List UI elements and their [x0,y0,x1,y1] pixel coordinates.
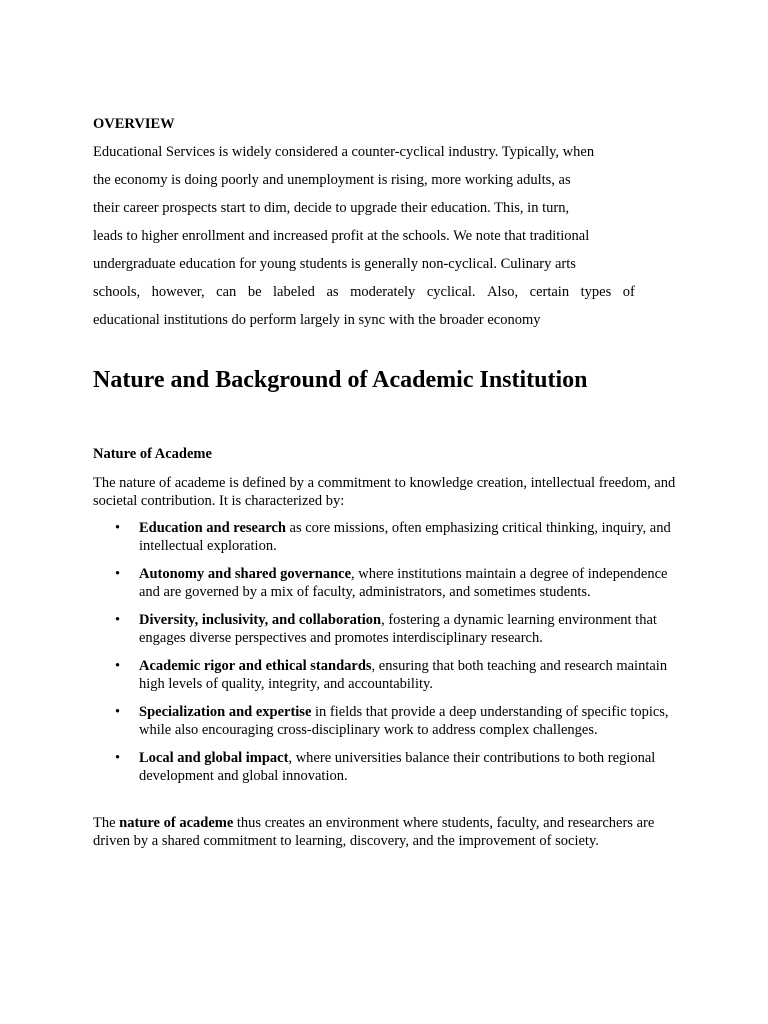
bullet-icon: • [115,612,121,628]
list-item [93,657,683,693]
overview-heading: OVERVIEW [93,116,175,132]
overview-line: educational institutions do perform largely in sync with the broader economy [93,312,541,328]
overview-justified-line [93,284,635,301]
word: Also, [487,284,519,300]
list-item-text: in fields that provide a deep understanding of specific topics, while also encouraging cross-disciplinary work to address complex challenges. [139,704,669,738]
closing-text: thus creates an environment where students, faculty, and researchers are driven by a shared commitment to learning, discovery, and the improvement of society. [93,815,655,849]
list-item-term: Education and research [139,520,286,536]
characteristics-list [93,519,683,795]
list-item-term: Autonomy and shared governance [139,566,352,582]
bullet-icon: • [115,520,121,536]
list-item-text: , fostering a dynamic learning environment that engages diverse perspectives and promotes interdisciplinary research. [139,612,657,646]
section-title: Nature and Background of Academic Institution [93,367,588,393]
list-item [93,611,683,647]
bullet-icon: • [115,704,121,720]
overview-line: leads to higher enrollment and increased profit at the schools. We note that traditional [93,228,590,244]
list-item [93,703,683,739]
overview-line: undergraduate education for young students is generally non-cyclical. Culinary arts [93,256,576,272]
list-item [93,565,683,601]
word: types [580,284,612,300]
list-item-text: , where universities balance their contributions to both regional development and global innovation. [139,750,656,784]
word: cyclical. [426,284,476,300]
word: certain [529,284,570,300]
list-item-text: , where institutions maintain a degree of independence and are governed by a mix of faculty, administrators, and sometimes students. [139,566,668,600]
closing-paragraph [93,814,679,850]
list-item [93,519,683,555]
list-item-text: as core missions, often emphasizing critical thinking, inquiry, and intellectual exploration. [139,520,671,554]
bullet-icon: • [115,566,121,582]
intro-paragraph: The nature of academe is defined by a commitment to knowledge creation, intellectual freedom, and societal contribution. It is characterized by: [93,475,676,509]
list-item-term: Academic rigor and ethical standards [139,658,372,674]
word: however, [151,284,205,300]
overview-line: the economy is doing poorly and unemployment is rising, more working adults, as [93,172,571,188]
overview-line: Educational Services is widely considered a counter-cyclical industry. Typically, when [93,144,595,160]
list-item [93,749,683,785]
list-item-text: , ensuring that both teaching and research maintain high levels of quality, integrity, and accountability. [139,658,668,692]
closing-term: nature of academe [119,815,234,831]
word: schools, [93,284,141,300]
subsection-title: Nature of Academe [93,446,212,462]
bullet-icon: • [115,750,121,766]
list-item-term: Specialization and expertise [139,704,312,720]
word: moderately [350,284,416,300]
list-item-term: Diversity, inclusivity, and collaboration [139,612,382,628]
word: as [326,284,339,300]
list-item-term: Local and global impact [139,750,289,766]
word: of [622,284,635,300]
closing-prefix: The [93,815,120,831]
bullet-icon: • [115,658,121,674]
overview-line: their career prospects start to dim, decide to upgrade their education. This, in turn, [93,200,570,216]
word: labeled [273,284,315,300]
word: be [247,284,262,300]
word: can [216,284,237,300]
